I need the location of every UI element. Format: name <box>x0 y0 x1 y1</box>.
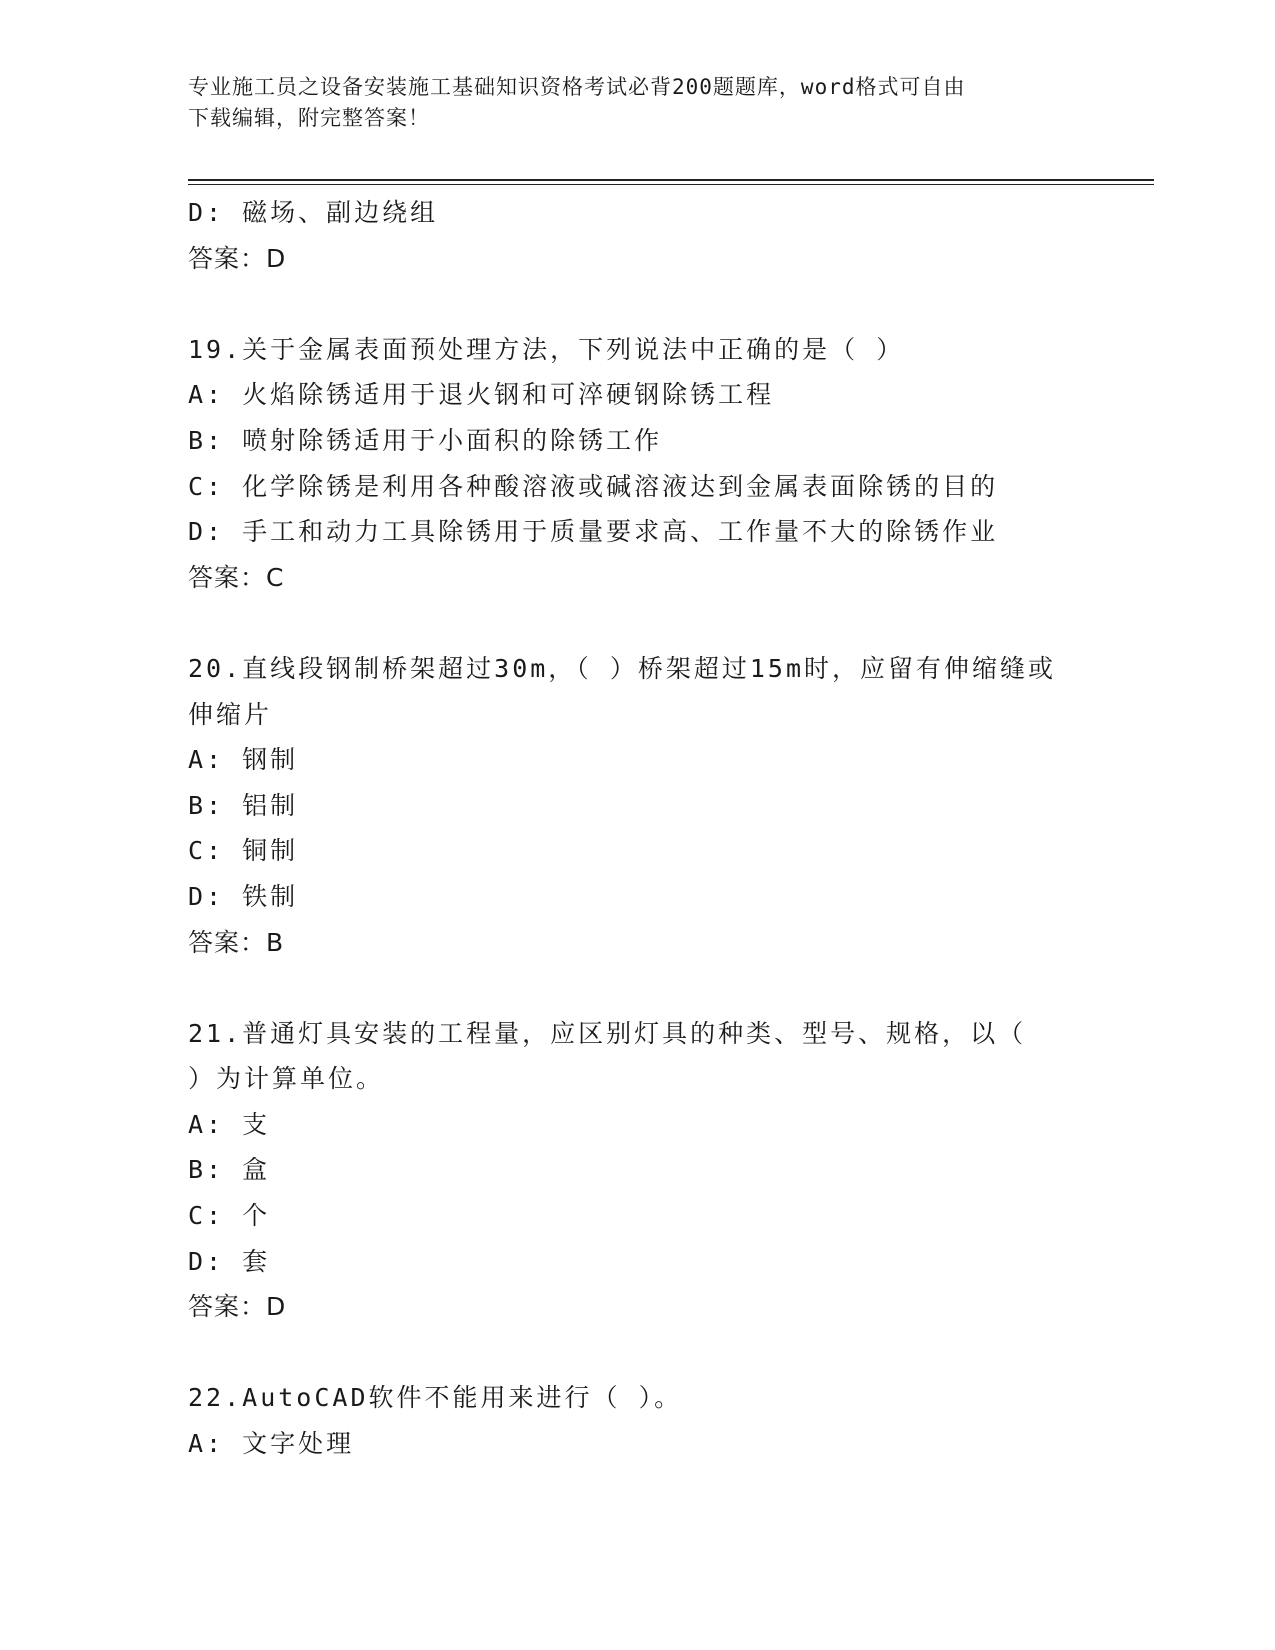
question-18 <box>188 190 1088 281</box>
option-a: A: 钢制 <box>188 745 299 775</box>
question-stem-line-2: ）为计算单位。 <box>188 1064 385 1094</box>
question-20 <box>188 646 1088 965</box>
header-title-line-2: 下载编辑，附完整答案！ <box>188 106 430 130</box>
option-b: B: 盒 <box>188 1155 271 1185</box>
question-stem-line-1: 20.直线段钢制桥架超过30m，（ ）桥架超过15m时，应留有伸缩缝或 <box>188 653 1057 683</box>
answer-line: 答案：D <box>188 243 287 273</box>
option-d: D: 磁场、副边绕组 <box>188 198 439 227</box>
question-22 <box>188 1375 1088 1466</box>
option-a: A: 支 <box>188 1109 271 1139</box>
spacer <box>188 1330 1088 1376</box>
question-stem: 19.关于金属表面预处理方法，下列说法中正确的是（ ） <box>188 334 905 364</box>
option-a: A: 火焰除锈适用于退火钢和可淬硬钢除锈工程 <box>188 380 775 410</box>
spacer <box>188 600 1088 646</box>
header-divider-thick <box>188 179 1154 181</box>
answer-line: 答案：D <box>188 1292 287 1322</box>
option-d: D: 铁制 <box>188 881 299 911</box>
header-divider-thin <box>188 184 1154 185</box>
header-title-line-1: 专业施工员之设备安装施工基础知识资格考试必背200题题库，word格式可自由 <box>188 75 966 99</box>
option-d: D: 手工和动力工具除锈用于质量要求高、工作量不大的除锈作业 <box>188 517 999 547</box>
option-b: B: 铝制 <box>188 790 299 820</box>
option-c: C: 个 <box>188 1201 271 1231</box>
option-c: C: 铜制 <box>188 836 299 866</box>
page-header <box>188 72 1088 134</box>
spacer <box>188 281 1088 327</box>
option-c: C: 化学除锈是利用各种酸溶液或碱溶液达到金属表面除锈的目的 <box>188 471 999 501</box>
question-list <box>188 190 1088 1467</box>
option-b: B: 喷射除锈适用于小面积的除锈工作 <box>188 425 663 455</box>
question-19 <box>188 327 1088 601</box>
question-stem-line-1: 21.普通灯具安装的工程量，应区别灯具的种类、型号、规格，以（ <box>188 1018 1027 1048</box>
question-stem-line-2: 伸缩片 <box>188 699 273 729</box>
spacer <box>188 965 1088 1011</box>
question-21 <box>188 1011 1088 1330</box>
question-stem: 22.AutoCAD软件不能用来进行（ ）。 <box>188 1383 683 1413</box>
answer-line: 答案：C <box>188 562 285 592</box>
option-a: A: 文字处理 <box>188 1429 355 1459</box>
option-d: D: 套 <box>188 1246 271 1276</box>
answer-line: 答案：B <box>188 927 285 957</box>
